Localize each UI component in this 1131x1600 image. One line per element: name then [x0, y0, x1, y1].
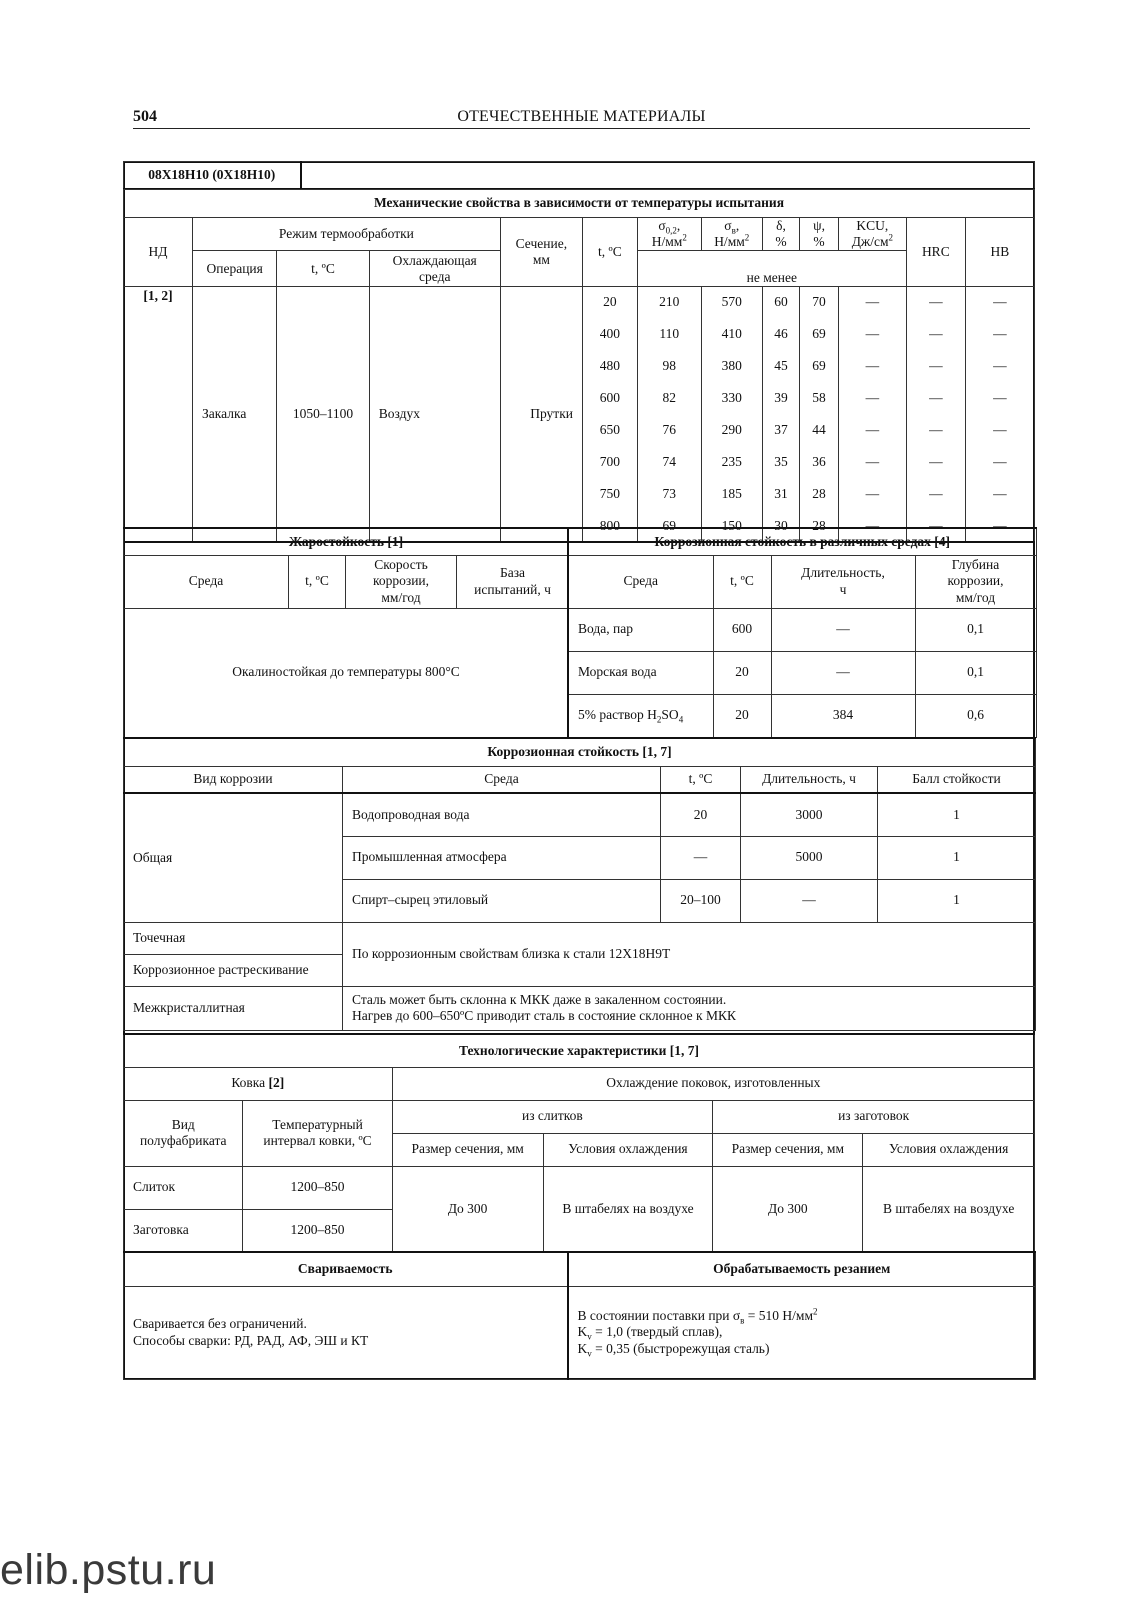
tech-from-billets: из заготовок [713, 1100, 1035, 1133]
tech-from-ingots: из слитков [392, 1100, 713, 1133]
mech-cell-hb: — [965, 446, 1034, 478]
mech-cell-psi: 28 [800, 510, 839, 542]
col-tensile: $\sigma_в$, $Н/мм^2$ [701, 218, 762, 251]
mech-cell-t: 700 [582, 446, 637, 478]
mech-cell-hrc: — [906, 286, 965, 318]
mech-cell-hb: — [965, 510, 1034, 542]
tech-size-billet: До 300 [713, 1166, 863, 1252]
tech-col-cond-billet: Условия охлаждения [863, 1133, 1035, 1166]
tech-forging: Ковка [2] [124, 1067, 393, 1100]
mech-cell-kcu: — [838, 286, 906, 318]
mech-cell-hb: — [965, 286, 1034, 318]
mech-cell-hrc: — [906, 510, 965, 542]
mech-cell-s02: 74 [637, 446, 701, 478]
machin-title: Обрабатываемость резанием [568, 1252, 1036, 1286]
tech-col-kind: Вид полуфабриката [124, 1100, 243, 1166]
tech-col-range: Температурный интервал ковки, ºC [243, 1100, 392, 1166]
running-title: ОТЕЧЕСТВЕННЫЕ МАТЕРИАЛЫ [457, 108, 706, 125]
tech-range-ingot: 1200–850 [243, 1166, 392, 1209]
col-yield: $\sigma_{0,2}$, $Н/мм^2$ [637, 218, 701, 251]
mech-cell-s02: 82 [637, 382, 701, 414]
mech-cell-psi: 69 [800, 350, 839, 382]
col-section: Сечение, мм [500, 218, 582, 287]
col-hrc: HRC [906, 218, 965, 287]
corr-env-col-depth: Глубина коррозии, мм/год [915, 555, 1036, 608]
tech-cond-billet: В штабелях на воздухе [863, 1166, 1035, 1252]
col-test-temp: t, ºC [582, 218, 637, 287]
grade-blank [301, 162, 1035, 189]
mech-operation: Закалка [193, 286, 277, 542]
weld-machin-section [123, 1251, 1035, 1380]
mech-cell-d: 39 [762, 382, 800, 414]
weld-text: Сваривается без ограничений. Способы сварки: РД, РАД, АФ, ЭШ и КТ [124, 1286, 568, 1379]
mech-cell-hb: — [965, 350, 1034, 382]
mech-heat-temp: 1050–1100 [277, 286, 369, 542]
mech-cell-sb: 410 [701, 318, 762, 350]
mech-cell-t: 650 [582, 414, 637, 446]
corr-env-row: 5% раствор $H_2SO_4$ 20 384 0,6 [568, 694, 1036, 737]
mech-cell-kcu: — [838, 414, 906, 446]
mech-cell-t: 20 [582, 286, 637, 318]
min-note: не менее [637, 251, 906, 287]
heat-col-rate: Скорость коррозии, мм/год [346, 555, 457, 608]
mech-cell-s02: 76 [637, 414, 701, 446]
mech-cell-sb: 570 [701, 286, 762, 318]
mech-cell-t: 480 [582, 350, 637, 382]
mech-cell-d: 31 [762, 478, 800, 510]
col-cooling-medium: Охлаждающая среда [369, 251, 500, 287]
mech-cell-sb: 150 [701, 510, 762, 542]
steel-grade: 08Х18Н10 (0Х18Н10) [124, 162, 301, 189]
col-kcu: KCU, $Дж/см^2$ [838, 218, 906, 251]
mech-cell-sb: 380 [701, 350, 762, 382]
corr-title: Коррозионная стойкость [1, 7] [124, 738, 1036, 766]
corr-similar-note: По коррозионным свойствам близка к стали 12Х18Н9Т [343, 922, 1036, 986]
tech-cooling-group: Охлаждение поковок, изготовленных [392, 1067, 1034, 1100]
mech-cell-kcu: — [838, 350, 906, 382]
corr-col-kind: Вид коррозии [124, 766, 343, 793]
mech-cell-s02: 110 [637, 318, 701, 350]
mech-cell-sb: 290 [701, 414, 762, 446]
corr-env-row: Морская вода 20 — 0,1 [568, 651, 1036, 694]
mech-cell-d: 37 [762, 414, 800, 446]
machin-text: В состоянии поставки при $\sigma_в = 510$ $Н/мм^2$ $K_v = 1,0$ (твердый сплав), $K_v = 0,35$ (быстрорежущая сталь) [568, 1286, 1036, 1379]
tech-col-cond-ingot: Условия охлаждения [543, 1133, 713, 1166]
mech-cell-psi: 28 [800, 478, 839, 510]
watermark: elib.pstu.ru [0, 1546, 217, 1594]
col-nd: НД [124, 218, 193, 287]
page-header [133, 104, 1030, 129]
grade-section [123, 161, 1035, 190]
mech-cell-t: 750 [582, 478, 637, 510]
mech-cell-d: 45 [762, 350, 800, 382]
mech-cell-hb: — [965, 414, 1034, 446]
mech-cell-sb: 330 [701, 382, 762, 414]
mech-cell-hrc: — [906, 382, 965, 414]
mech-cell-hb: — [965, 382, 1034, 414]
mech-cell-psi: 70 [800, 286, 839, 318]
corr-env-col-temp: t, ºC [713, 555, 771, 608]
tech-col-size-ingot: Размер сечения, мм [392, 1133, 543, 1166]
corr-col-duration: Длительность, ч [741, 766, 878, 793]
tech-kind-ingot: Слиток [124, 1166, 243, 1209]
mech-cell-psi: 69 [800, 318, 839, 350]
mech-cell-t: 800 [582, 510, 637, 542]
mech-cell-psi: 44 [800, 414, 839, 446]
mech-cell-t: 600 [582, 382, 637, 414]
heat-col-base: База испытаний, ч [457, 555, 569, 608]
mech-cell-hrc: — [906, 414, 965, 446]
mech-row [124, 286, 1035, 318]
corr-intergranular: Межкристаллитная [124, 986, 343, 1030]
mech-cell-d: 35 [762, 446, 800, 478]
corr-col-score: Балл стойкости [878, 766, 1036, 793]
corr-env-row: Вода, пар 600 — 0,1 [568, 608, 1036, 651]
heat-text: Окалиностойкая до температуры 800°С [124, 608, 569, 737]
mech-cell-kcu: — [838, 382, 906, 414]
mech-cell-psi: 36 [800, 446, 839, 478]
corr-pitting: Точечная [124, 922, 343, 954]
tech-title: Технологические характеристики [1, 7] [124, 1034, 1035, 1067]
col-heat-temp: t, ºC [277, 251, 369, 287]
heat-title: Жаростойкость [1] [124, 528, 569, 555]
mech-nd-ref: [1, 2] [124, 286, 193, 542]
col-heat-treatment: Режим термообработки [193, 218, 501, 251]
col-psi: ψ, % [800, 218, 839, 251]
tech-section [123, 1033, 1035, 1253]
corrosion-section: Коррозионная стойкость [1, 7] Вид коррозии Среда t, ºC Длительность, ч Балл стойкости Общая Водопроводная вода 20 3000 1 Промышленная атмосфера — 5000 1 Спирт–сырец этиловый 20–100 — 1 Точечная По коррозионным свойствам близка к стали 12Х18Н9Т Коррозионное растрескивание Межкристаллитная Сталь может быть склонна к МКК даже в закаленном состоянии. Нагрев до 600–650ºС приводит сталь в состояние склонное к МКК [123, 737, 1035, 1031]
mech-cell-kcu: — [838, 446, 906, 478]
col-hb: HB [965, 218, 1034, 287]
mech-cell-s02: 98 [637, 350, 701, 382]
mech-cell-kcu: — [838, 318, 906, 350]
corr-intergranular-note: Сталь может быть склонна к МКК даже в закаленном состоянии. Нагрев до 600–650ºС приводит сталь в состояние склонное к МКК [343, 986, 1036, 1030]
tech-cond-ingot: В штабелях на воздухе [543, 1166, 713, 1252]
mech-title: Механические свойства в зависимости от температуры испытания [124, 190, 1035, 218]
tech-kind-billet: Заготовка [124, 1209, 243, 1252]
corr-cracking: Коррозионное растрескивание [124, 954, 343, 986]
corr-env-col-env: Среда [568, 555, 713, 608]
mech-cell-kcu: — [838, 510, 906, 542]
mech-cooling: Воздух [369, 286, 500, 542]
corr-col-temp: t, ºC [661, 766, 741, 793]
page-number: 504 [133, 108, 157, 125]
mech-cell-d: 60 [762, 286, 800, 318]
mech-cell-t: 400 [582, 318, 637, 350]
corr-env-title: Коррозионная стойкость в различных средах [4] [568, 528, 1036, 555]
mech-cell-sb: 185 [701, 478, 762, 510]
col-delta: δ, % [762, 218, 800, 251]
mech-cell-psi: 58 [800, 382, 839, 414]
weld-title: Свариваемость [124, 1252, 568, 1286]
corr-col-env: Среда [343, 766, 661, 793]
mech-cell-hrc: — [906, 446, 965, 478]
tech-range-billet: 1200–850 [243, 1209, 392, 1252]
mech-cell-hrc: — [906, 318, 965, 350]
heat-corrosion-section [123, 527, 1035, 738]
tech-col-size-billet: Размер сечения, мм [713, 1133, 863, 1166]
mech-cell-hb: — [965, 478, 1034, 510]
heat-col-temp: t, ºC [289, 555, 346, 608]
tech-size-ingot: До 300 [392, 1166, 543, 1252]
col-operation: Операция [193, 251, 277, 287]
mech-cell-hb: — [965, 318, 1034, 350]
mech-section: Прутки [500, 286, 582, 542]
corr-general: Общая [124, 793, 343, 922]
mech-cell-s02: 73 [637, 478, 701, 510]
mech-cell-sb: 235 [701, 446, 762, 478]
heat-col-env: Среда [124, 555, 289, 608]
mechanical-section [123, 189, 1035, 543]
mech-cell-s02: 210 [637, 286, 701, 318]
mech-cell-kcu: — [838, 478, 906, 510]
mech-cell-d: 30 [762, 510, 800, 542]
corr-env-col-duration: Длительность, ч [771, 555, 915, 608]
mech-cell-s02: 69 [637, 510, 701, 542]
mech-cell-hrc: — [906, 478, 965, 510]
mech-cell-d: 46 [762, 318, 800, 350]
mech-cell-hrc: — [906, 350, 965, 382]
